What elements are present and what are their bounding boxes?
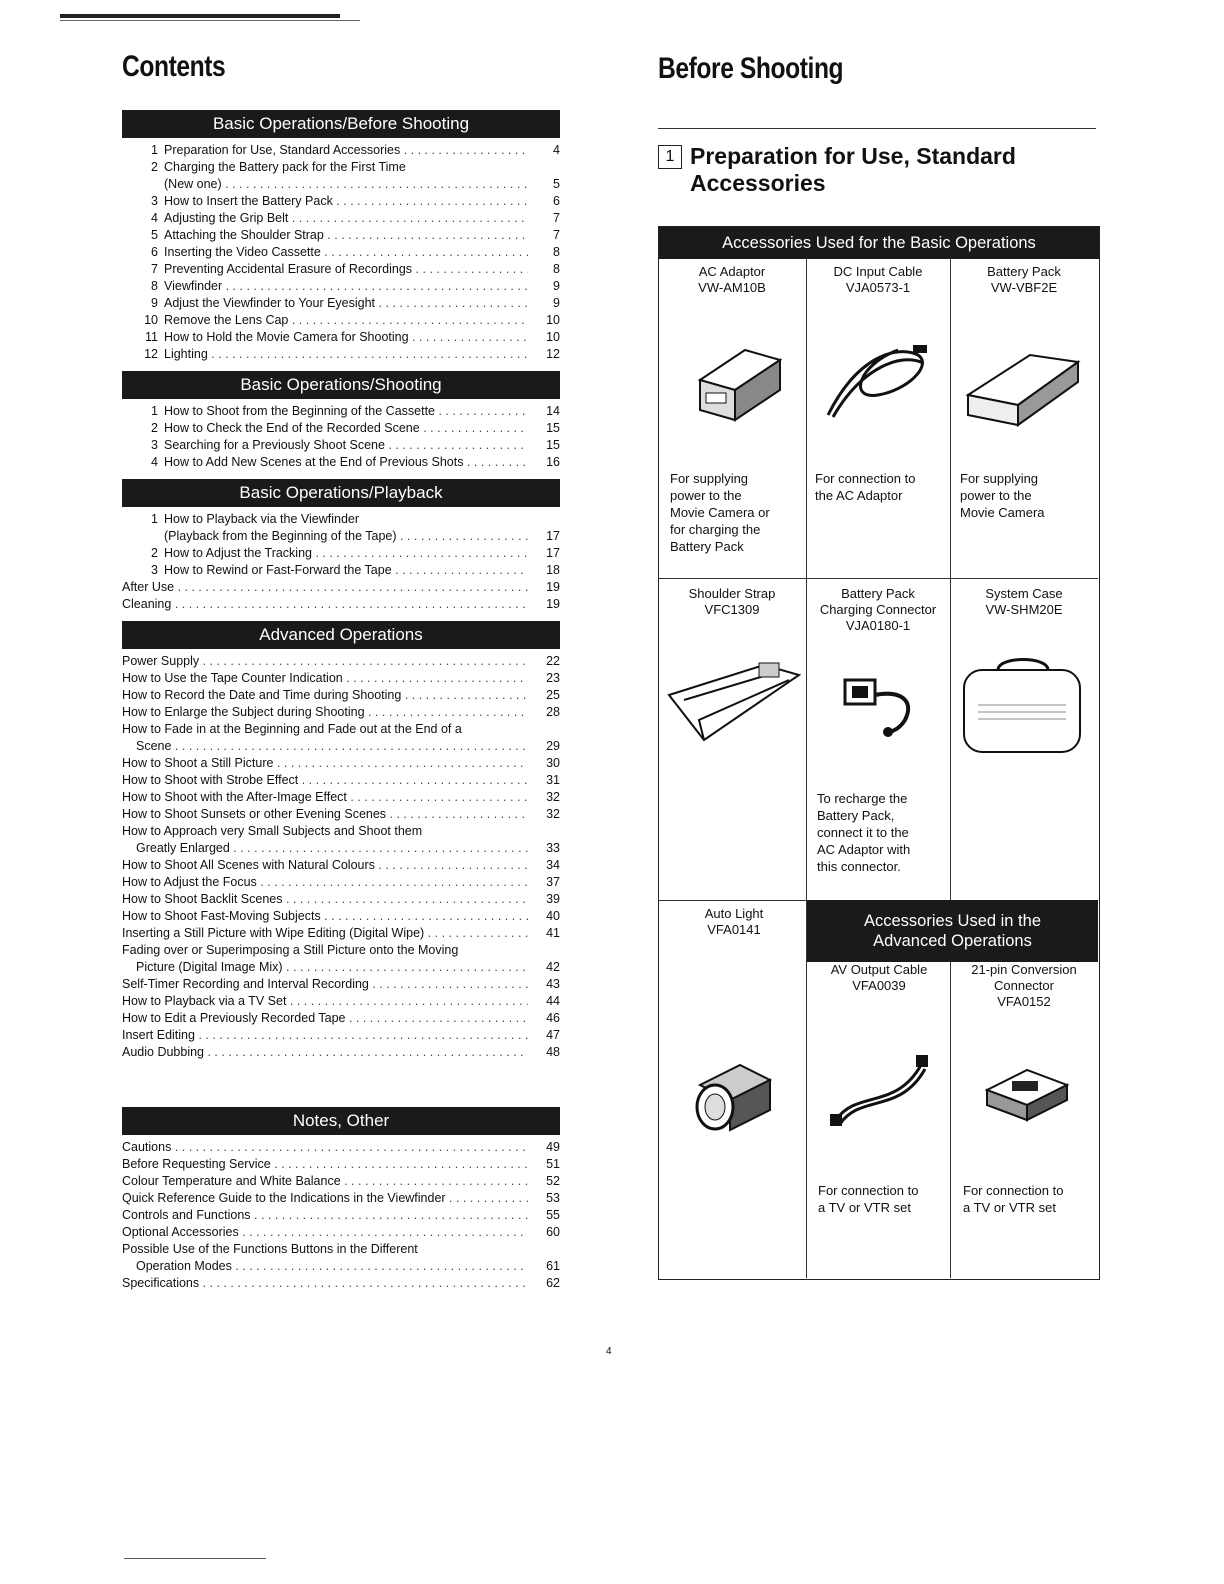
toc-page: 51 [546,1157,560,1171]
desc-line: Battery Pack, [817,808,895,823]
toc-text: Charging the Battery pack for the First Time [164,160,406,174]
toc-page: 47 [546,1028,560,1042]
toc-page: 4 [553,143,560,157]
toc-text: How to Playback via a TV Set . . . [122,993,528,1010]
toc-page: 25 [546,688,560,702]
toc-list-shooting [122,403,560,471]
advanced-bar-line1: Accessories Used in the [864,912,1041,930]
toc-page: 17 [546,529,560,543]
toc-entry[interactable] [122,244,560,261]
toc-text: Before Requesting Service . . . [122,1156,528,1173]
toc-num: 2 [151,160,158,174]
page-number: 4 [606,1346,612,1357]
toc-num: 9 [151,296,158,310]
toc-entry[interactable] [122,942,560,959]
toc-entry[interactable] [122,772,560,789]
toc-text: How to Fade in at the Beginning and Fade out at the End of a [122,722,462,736]
desc-line: this connector. [817,859,901,874]
prep-title-line1: Preparation for Use, Standard [690,143,1016,169]
toc-entry[interactable] [122,908,560,925]
contents-heading: Contents [122,50,226,83]
toc-entry[interactable] [122,193,560,210]
auto-light-icon [690,1055,780,1135]
toc-entry[interactable] [122,1173,560,1190]
toc-page: 48 [546,1045,560,1059]
av-cable-desc [818,1182,918,1216]
charging-connector-model: VJA0180-1 [845,618,911,633]
toc-text: How to Shoot from the Beginning of the Cassette . . . [164,403,528,420]
toc-page: 61 [546,1259,560,1273]
toc-page: 55 [546,1208,560,1222]
toc-page: 14 [546,404,560,418]
toc-text: (New one) . . . [164,176,528,193]
toc-list-playback [122,511,560,613]
toc-entry[interactable] [122,210,560,227]
toc-page: 31 [546,773,560,787]
toc-text: How to Playback via the Viewfinder [164,512,360,526]
toc-entry[interactable] [122,562,560,579]
section-bar-advanced: Advanced Operations [122,621,560,649]
toc-page: 6 [553,194,560,208]
toc-page: 10 [546,313,560,327]
ac-adaptor-label [662,264,802,296]
toc-page: 34 [546,858,560,872]
toc-text: (Playback from the Beginning of the Tape) . . . [164,528,528,545]
av-cable-label [808,962,950,994]
toc-num: 5 [151,228,158,242]
toc-text: Cleaning . . . [122,596,528,613]
prep-title [658,143,1098,197]
toc-entry[interactable] [122,403,560,420]
toc-entry[interactable] [122,528,560,545]
desc-line: For supplying [670,471,749,486]
toc-list-before-shooting [122,142,560,363]
desc-line: a TV or VTR set [963,1200,1056,1215]
toc-num: 12 [144,347,158,361]
toc-text: Operation Modes . . . [122,1258,528,1275]
toc-text: How to Hold the Movie Camera for Shooting . . . [164,329,528,346]
desc-line: Battery Pack [670,539,744,554]
toc-text: How to Insert the Battery Pack . . . [164,193,528,210]
toc-page: 19 [546,580,560,594]
grid-line [658,578,1098,579]
shoulder-strap-icon [664,655,804,750]
toc-num: 7 [151,262,158,276]
toc-page: 9 [553,296,560,310]
toc-entry[interactable] [122,704,560,721]
toc-page: 16 [546,455,560,469]
system-case-icon [958,650,1088,760]
toc-entry[interactable] [122,1156,560,1173]
toc-page: 40 [546,909,560,923]
toc-text: Cautions . . . [122,1139,528,1156]
toc-text: Adjust the Viewfinder to Your Eyesight . . . [164,295,528,312]
toc-text: Scene . . . [122,738,528,755]
toc-page: 23 [546,671,560,685]
toc-num: 6 [151,245,158,259]
strap-label [662,586,802,618]
grid-line [950,962,951,1278]
toc-entry[interactable] [122,789,560,806]
toc-entry[interactable] [122,579,560,596]
toc-list-advanced [122,653,560,1061]
toc-page: 30 [546,756,560,770]
ac-adaptor-model: VW-AM10B [698,280,766,295]
grid-line [950,258,951,900]
av-cable-model: VFA0039 [852,978,906,993]
toc-page: 22 [546,654,560,668]
toc-text: Self-Timer Recording and Interval Recording . . . [122,976,528,993]
toc-text: How to Shoot with the After-Image Effect . . . [122,789,528,806]
toc-entry[interactable] [122,959,560,976]
toc-entry[interactable] [122,159,560,176]
dc-cable-desc [815,470,915,504]
toc-text: Greatly Enlarged . . . [122,840,528,857]
toc-page: 62 [546,1276,560,1290]
toc-page: 32 [546,807,560,821]
toc-entry[interactable] [122,295,560,312]
charging-connector-icon [830,670,930,740]
toc-text: Optional Accessories . . . [122,1224,528,1241]
grid-line [806,258,807,1278]
toc-page: 9 [553,279,560,293]
toc-num: 4 [151,455,158,469]
toc-text: How to Adjust the Focus . . . [122,874,528,891]
toc-text: How to Add New Scenes at the End of Previous Shots . . . [164,454,528,471]
toc-page [528,942,560,959]
toc-page: 18 [546,563,560,577]
toc-page: 12 [546,347,560,361]
toc-num: 11 [145,330,158,344]
footer-rule [124,1558,266,1559]
toc-text: How to Record the Date and Time during Shooting . . . [122,687,528,704]
toc-num [122,176,164,193]
toc-num: 4 [151,211,158,225]
toc-text: Fading over or Superimposing a Still Picture onto the Moving [122,943,459,957]
toc-text: Insert Editing . . . [122,1027,528,1044]
toc-entry[interactable] [122,227,560,244]
toc-num: 2 [151,421,158,435]
toc-num: 3 [151,438,158,452]
toc-text: Quick Reference Guide to the Indications in the Viewfinder . . . [122,1190,528,1207]
toc-entry[interactable] [122,545,560,562]
toc-page: 32 [546,790,560,804]
system-case-model: VW-SHM20E [985,602,1063,617]
strap-name: Shoulder Strap [688,586,776,601]
conversion-connector-model: VFA0152 [997,994,1051,1009]
toc-text: Lighting . . . [164,346,528,363]
conversion-connector-icon [982,1065,1072,1125]
toc-entry[interactable] [122,806,560,823]
toc-page [528,159,560,176]
toc-page: 37 [546,875,560,889]
toc-entry[interactable] [122,1044,560,1061]
toc-entry[interactable] [122,1010,560,1027]
charging-connector-label [808,586,948,634]
toc-entry[interactable] [122,261,560,278]
toc-entry[interactable] [122,278,560,295]
charging-connector-name1: Battery Pack [841,586,915,601]
toc-entry[interactable] [122,346,560,363]
before-shooting-heading: Before Shooting [658,52,844,85]
toc-text: How to Check the End of the Recorded Scene . . . [164,420,528,437]
section-divider [658,128,1096,129]
toc-text: Searching for a Previously Shoot Scene . . . [164,437,528,454]
toc-page: 46 [546,1011,560,1025]
desc-line: Movie Camera or [670,505,770,520]
toc-entry[interactable] [122,1258,560,1275]
toc-page: 17 [546,546,560,560]
toc-text: How to Approach very Small Subjects and Shoot them [122,824,423,838]
toc-entry[interactable] [122,993,560,1010]
advanced-accessories-bar [807,900,1098,962]
toc-entry[interactable] [122,142,560,159]
toc-entry[interactable] [122,687,560,704]
conversion-connector-name2: Connector [994,978,1054,993]
toc-entry[interactable] [122,420,560,437]
dc-cable-model: VJA0573-1 [845,280,911,295]
battery-desc [960,470,1045,521]
toc-page: 39 [546,892,560,906]
toc-text: Preventing Accidental Erasure of Recordings . . . [164,261,528,278]
conversion-connector-label [952,962,1096,1010]
toc-text: Viewfinder . . . [164,278,528,295]
prep-number-box: 1 [658,145,682,169]
toc-page: 15 [546,421,560,435]
conversion-connector-desc [963,1182,1063,1216]
desc-line: power to the [670,488,742,503]
prep-title-line2: Accessories [690,170,826,196]
av-cable-name: AV Output Cable [830,962,928,977]
toc-text: How to Edit a Previously Recorded Tape . . . [122,1010,528,1027]
dc-cable-icon [818,335,938,425]
toc-text: Picture (Digital Image Mix) . . . [122,959,528,976]
strap-model: VFC1309 [704,602,760,617]
dc-cable-name: DC Input Cable [833,264,923,279]
toc-page: 60 [546,1225,560,1239]
toc-page [528,823,560,840]
toc-page: 28 [546,705,560,719]
desc-line: To recharge the [817,791,908,806]
toc-text: How to Adjust the Tracking . . . [164,545,528,562]
advanced-bar-line2: Advanced Operations [873,932,1032,950]
toc-entry[interactable] [122,437,560,454]
basic-accessories-bar: Accessories Used for the Basic Operations [659,227,1099,259]
toc-entry[interactable] [122,976,560,993]
toc-page: 44 [546,994,560,1008]
auto-light-model: VFA0141 [707,922,761,937]
toc-entry[interactable] [122,670,560,687]
toc-entry[interactable] [122,823,560,840]
toc-entry[interactable] [122,329,560,346]
toc-text: Power Supply . . . [122,653,528,670]
toc-text: Specifications . . . [122,1275,528,1292]
toc-entry[interactable] [122,1027,560,1044]
toc-page: 41 [546,926,560,940]
toc-num: 1 [151,143,158,157]
toc-page [528,511,560,528]
battery-model: VW-VBF2E [990,280,1058,295]
section-bar-before-shooting: Basic Operations/Before Shooting [122,110,560,138]
desc-line: AC Adaptor with [817,842,911,857]
table-of-contents [122,110,560,1292]
desc-line: For connection to [963,1183,1064,1198]
toc-text: Audio Dubbing . . . [122,1044,528,1061]
conversion-connector-name1: 21-pin Conversion [971,962,1077,977]
toc-page: 19 [546,597,560,611]
ac-adaptor-desc [670,470,770,555]
desc-line: For connection to [818,1183,919,1198]
toc-entry[interactable] [122,857,560,874]
toc-entry[interactable] [122,312,560,329]
toc-num: 8 [151,279,158,293]
toc-num: 10 [144,313,158,327]
toc-text: Attaching the Shoulder Strap . . . [164,227,528,244]
toc-entry[interactable] [122,511,560,528]
toc-page: 7 [553,228,560,242]
toc-entry[interactable] [122,1139,560,1156]
charging-connector-name2: Charging Connector [819,602,937,617]
toc-page: 5 [553,177,560,191]
toc-list-notes [122,1139,560,1292]
toc-page [528,1241,560,1258]
desc-line: connect it to the [817,825,909,840]
before-shooting-column [658,50,1098,197]
toc-text: Remove the Lens Cap . . . [164,312,528,329]
toc-page: 29 [546,739,560,753]
ac-adaptor-icon [690,335,790,425]
charging-connector-desc [817,790,910,875]
toc-page: 8 [553,245,560,259]
toc-text: Preparation for Use, Standard Accessories . . . [164,142,528,159]
toc-page: 15 [546,438,560,452]
desc-line: the AC Adaptor [815,488,903,503]
toc-text: How to Shoot Backlit Scenes . . . [122,891,528,908]
toc-page [528,721,560,738]
toc-entry[interactable] [122,1224,560,1241]
system-case-label [952,586,1096,618]
toc-text: How to Shoot Fast-Moving Subjects . . . [122,908,528,925]
toc-entry[interactable] [122,738,560,755]
toc-num: 3 [151,563,158,577]
toc-entry[interactable] [122,1190,560,1207]
dc-cable-label [808,264,948,296]
toc-text: Inserting the Video Cassette . . . [164,244,528,261]
toc-num: 3 [151,194,158,208]
toc-text: After Use . . . [122,579,528,596]
toc-entry[interactable] [122,755,560,772]
toc-entry[interactable] [122,925,560,942]
toc-entry[interactable] [122,874,560,891]
toc-page: 42 [546,960,560,974]
toc-text: How to Shoot All Scenes with Natural Colours . . . [122,857,528,874]
toc-num: 1 [151,512,158,526]
toc-text: Inserting a Still Picture with Wipe Editing (Digital Wipe) . . . [122,925,528,942]
header-rule-thin [60,20,360,21]
auto-light-name: Auto Light [704,906,764,921]
toc-entry[interactable] [122,653,560,670]
grid-line [658,900,808,901]
toc-page: 43 [546,977,560,991]
desc-line: for charging the [670,522,761,537]
desc-line: power to the [960,488,1032,503]
battery-name: Battery Pack [987,264,1061,279]
section-bar-notes: Notes, Other [122,1107,560,1135]
prep-title-text [690,143,1016,197]
desc-line: For supplying [960,471,1039,486]
header-rule [60,14,340,18]
toc-entry[interactable] [122,721,560,738]
auto-light-label [662,906,806,938]
system-case-name: System Case [985,586,1063,601]
toc-entry[interactable] [122,1275,560,1292]
toc-entry[interactable] [122,596,560,613]
toc-num: 2 [151,546,158,560]
toc-text: Possible Use of the Functions Buttons in the Different [122,1242,418,1256]
toc-text: Adjusting the Grip Belt . . . [164,210,528,227]
toc-entry[interactable] [122,891,560,908]
toc-text: How to Rewind or Fast-Forward the Tape . . . [164,562,528,579]
battery-label [952,264,1096,296]
toc-text: How to Enlarge the Subject during Shooting . . . [122,704,528,721]
desc-line: Movie Camera [960,505,1045,520]
toc-text: How to Use the Tape Counter Indication . . . [122,670,528,687]
desc-line: For connection to [815,471,916,486]
toc-page: 8 [553,262,560,276]
toc-entry[interactable] [122,1241,560,1258]
toc-text: How to Shoot Sunsets or other Evening Scenes . . . [122,806,528,823]
toc-text: How to Shoot with Strobe Effect . . . [122,772,528,789]
toc-text: How to Shoot a Still Picture . . . [122,755,528,772]
desc-line: a TV or VTR set [818,1200,911,1215]
ac-adaptor-name: AC Adaptor [698,264,766,279]
toc-text: Colour Temperature and White Balance . . . [122,1173,528,1190]
toc-entry[interactable] [122,840,560,857]
toc-page: 7 [553,211,560,225]
toc-entry[interactable] [122,454,560,471]
toc-page: 10 [546,330,560,344]
av-cable-icon [826,1050,936,1130]
toc-entry[interactable] [122,1207,560,1224]
toc-page: 53 [546,1191,560,1205]
toc-entry[interactable] [122,176,560,193]
battery-pack-icon [960,350,1086,430]
section-bar-playback: Basic Operations/Playback [122,479,560,507]
toc-text: Controls and Functions . . . [122,1207,528,1224]
toc-num [122,528,164,545]
toc-page: 33 [546,841,560,855]
toc-page: 52 [546,1174,560,1188]
toc-page: 49 [546,1140,560,1154]
section-bar-shooting: Basic Operations/Shooting [122,371,560,399]
toc-num: 1 [151,404,158,418]
